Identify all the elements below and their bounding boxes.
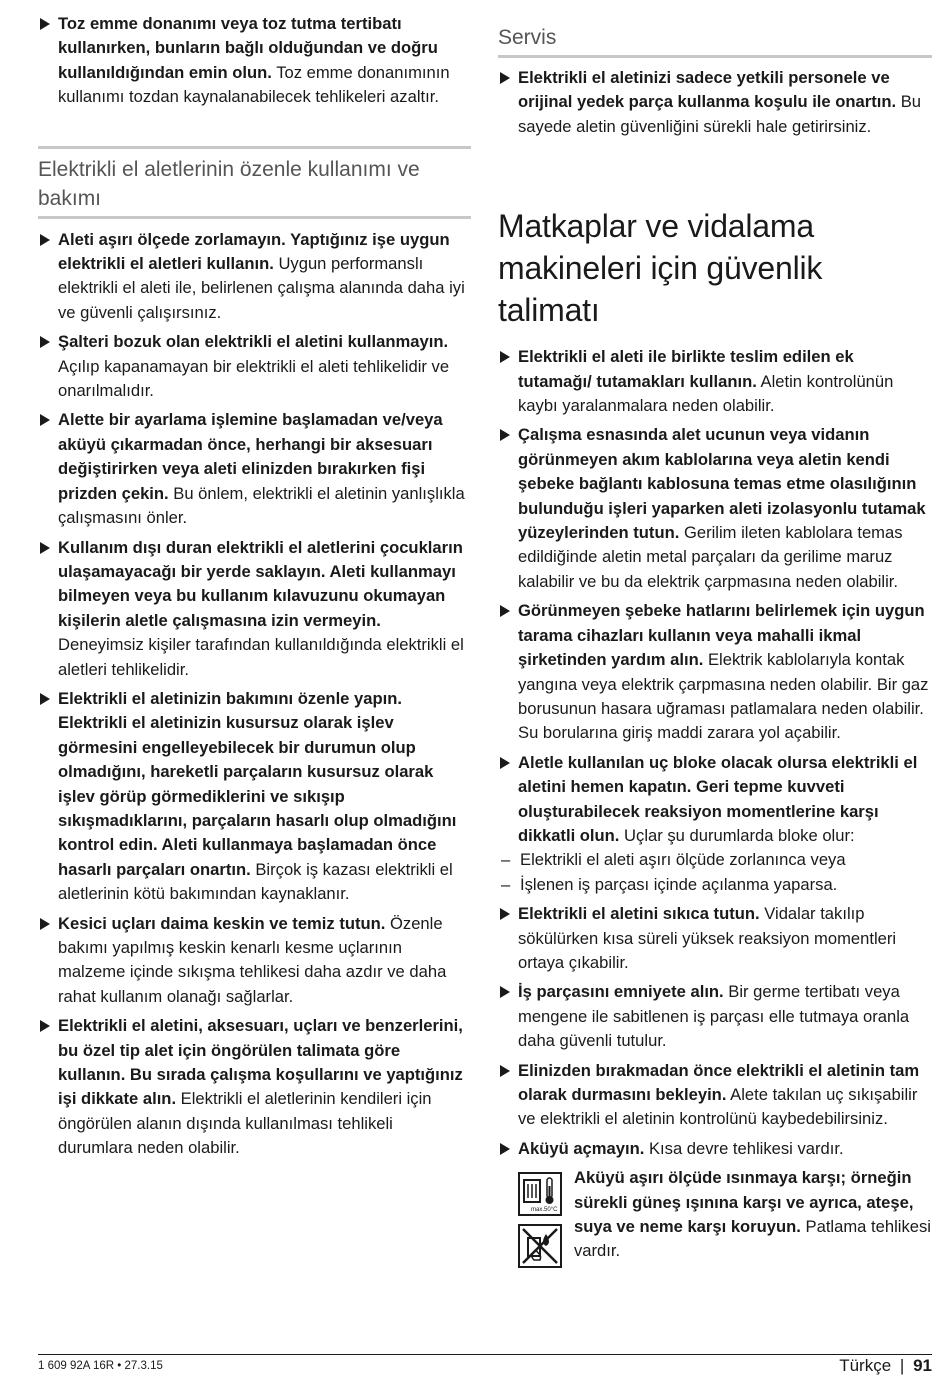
item-text: Elektrikli el aletlerinin kendileri için öngörülen alanın dışında kullanılması tehlikeli durumlara neden olabilir. — [58, 1089, 432, 1158]
bullet-triangle-icon — [500, 757, 510, 769]
bullet-triangle-icon — [500, 1065, 510, 1077]
item-text: Deneyimsiz kişiler tarafından kullanıldığında elektrikli el aletleri tehlikelidir. — [58, 635, 464, 679]
battery-warning — [518, 1166, 932, 1264]
list-item — [498, 980, 932, 1053]
item-bold: Elektrikli el aletinizin bakımını özenle yapın. Elektrikli el aletinizin kusursuz olarak işlev görmesini engelleyebilecek bir durumun olup olmadığını, hareketli parçaların kusursuz olarak işlev görüp görmediklerini ve sıkışıp sıkışmadıklarını, parçaların hasarlı olup olmadığını kontrol edin. Aleti kullanmaya başlamadan önce hasarlı parçaları onartın. — [58, 688, 457, 879]
bullet-triangle-icon — [40, 336, 50, 348]
list-item — [498, 345, 932, 418]
item-bold: İş parçasını emniyete alın. — [518, 982, 724, 1002]
list-item — [498, 902, 932, 975]
right-items-list — [498, 345, 932, 1166]
bullet-triangle-icon — [500, 605, 510, 617]
list-item — [38, 408, 471, 530]
bullet-triangle-icon — [500, 1143, 510, 1155]
item-text: Gerilim ileten kablolara temas edildiğinde aletin metal parçaları da gerilime maruz kalabilir ve bu da elektrik çarpmasına neden olabilir. — [518, 523, 903, 591]
warning-text — [574, 1166, 932, 1264]
list-item — [38, 330, 471, 403]
section-heading-care — [38, 146, 471, 219]
item-bold: Aküyü açmayın. — [518, 1138, 645, 1158]
item-bold: Şalteri bozuk olan elektrikli el aletini kullanmayın. — [58, 332, 449, 352]
item-bold: Aleti aşırı ölçede zorlamayın. Yaptığınız işe uygun elektrikli el aletleri kullanın. — [58, 229, 450, 274]
list-item — [498, 1137, 932, 1161]
bullet-triangle-icon — [40, 918, 50, 930]
bullet-triangle-icon — [40, 414, 50, 426]
list-item — [498, 599, 932, 745]
left-items-list — [38, 228, 471, 1166]
dash-text: İşlenen iş parçası içinde açılanma yaparsa. — [520, 874, 838, 894]
page-indicator — [839, 1356, 932, 1376]
no-water-fire-icon — [518, 1224, 562, 1268]
item-bold: Elektrikli el aleti ile birlikte teslim edilen ek tutamağı/ tutamakları kullanın. — [518, 347, 854, 391]
item-text: Uçlar şu durumlarda bloke olur: — [619, 825, 855, 845]
list-item — [38, 536, 471, 682]
list-item — [38, 912, 471, 1010]
item-text: Bir germe tertibatı veya mengene ile sabitlenen iş parçası elle tutmaya oranla daha güvenli tutulur. — [518, 982, 910, 1051]
right-column — [498, 20, 932, 1264]
warning-icons — [518, 1172, 564, 1276]
bullet-triangle-icon — [40, 234, 50, 246]
language-label: Türkçe — [839, 1356, 892, 1375]
item-text: Uygun performanslı elektrikli el aleti ile, belirlenen çalışma alanında daha iyi ve güvenli çalışırsınız. — [58, 254, 465, 322]
item-bold: Aletle kullanılan uç bloke olacak olursa elektrikli el aletini hemen kapatın. Geri tepme kuvveti oluşturabilecek reaksiyon momentlerine karşı dikkatli olun. — [518, 752, 918, 845]
main-title: Matkaplar ve vidalama makineleri için güvenlik talimatı — [498, 208, 823, 329]
list-item — [38, 687, 471, 907]
item-bold: Çalışma esnasında alet ucunun veya vidanın görünmeyen akım kablolarına veya aletin kendi şebeke bağlantı kablosuna temas etme olasılığının bulunduğu işleri yaparken aleti izolasyonlu tutamak yüzeylerinden tutun. — [518, 425, 926, 543]
item-text: Bu sayede aletin güvenliğini sürekli hale getirirsiniz. — [518, 92, 922, 136]
item-text: Bu önlem, elektrikli el aletinin yanlışlıkla çalışmasını önler. — [58, 483, 465, 528]
section-heading-service — [498, 20, 932, 58]
dash-text: Elektrikli el aleti aşırı ölçüde zorlanınca veya — [520, 850, 846, 870]
bullet-triangle-icon — [40, 1020, 50, 1032]
dash-mark: – — [501, 850, 511, 870]
list-item — [498, 751, 932, 849]
bullet-triangle-icon — [500, 72, 510, 84]
item-text: Özenle bakımı yapılmış keskin kenarlı kesme uçlarının malzeme içinde sıkışma tehlikesi daha azdır ve daha rahat kullanım olanağı sağlarlar. — [58, 913, 447, 1006]
item-text: Alete takılan uç sıkışabilir ve elektrikli el aletinin kontrolünü kaybedebilirsiniz. — [518, 1085, 918, 1129]
list-item — [38, 228, 471, 326]
page-number: 91 — [913, 1356, 932, 1375]
list-item — [38, 12, 471, 110]
bullet-triangle-icon — [500, 351, 510, 363]
item-bold: Kesici uçları daima keskin ve temiz tutun. — [58, 913, 386, 933]
item-bold: Toz emme donanımı veya toz tutma tertibatı kullanırken, bunların bağlı olduğundan ve doğru kullanıldığından emin olun. — [58, 14, 438, 82]
item-text: Kısa devre tehlikesi vardır. — [644, 1138, 844, 1158]
warning-bold: Aküyü aşırı ölçüde ısınmaya karşı; örneğin sürekli güneş ışınına karşı ve ayrıca, ateşe, suya ve neme karşı koruyun. — [574, 1168, 914, 1237]
list-item — [38, 1014, 471, 1160]
bullet-triangle-icon — [500, 429, 510, 441]
section-title: Elektrikli el aletlerinin özenle kullanımı ve bakımı — [38, 157, 420, 210]
item-text: Toz emme donanımının kullanımı tozdan kaynalanabilecek tehlikeleri azaltır. — [58, 62, 450, 107]
page-footer — [38, 1354, 932, 1375]
item-text: Vidalar takılıp sökülürken kısa süreli yüksek reaksiyon momentleri ortaya çıkabilir. — [518, 904, 897, 972]
item-bold: Elektrikli el aletini, aksesuarı, uçları ve benzerlerini, bu özel tip alet için öngörülen talimata göre kullanın. Bu sırada çalışma koşullarını ve yaptığınız işi dikkate alın. — [58, 1016, 463, 1109]
document-code: 1 609 92A 16R • 27.3.15 — [38, 1360, 163, 1372]
item-bold: Kullanım dışı duran elektrikli el aletlerini çocukların ulaşamayacağı bir yerde saklayın. Aleti kullanmayı bilmeyen veya bu kullanım kılavuzunu okumayan kişilerin aletle çalışmasına izin vermeyin. — [58, 537, 463, 630]
dash-mark: – — [501, 874, 511, 894]
warning-plain: Patlama tehlikesi vardır. — [574, 1217, 931, 1261]
item-text: Aletin kontrolünün kaybı yaralanmalara neden olabilir. — [518, 371, 894, 416]
item-text: Birçok iş kazası elektrikli el aletlerinin kötü bakımından kaynaklanır. — [58, 859, 453, 904]
separator: | — [899, 1356, 905, 1375]
list-item — [498, 66, 932, 139]
temp-label: max.50°C — [531, 1207, 558, 1214]
dash-item — [498, 848, 932, 872]
list-item — [498, 1059, 932, 1132]
bullet-triangle-icon — [40, 542, 50, 554]
bullet-triangle-icon — [40, 693, 50, 705]
list-item — [498, 423, 932, 594]
item-text: Açılıp kapanamayan bir elektrikli el aleti tehlikelidir ve onarılmalıdır. — [58, 356, 450, 401]
item-bold: Görünmeyen şebeke hatlarını belirlemek için uygun tarama cihazları kullanın veya mahalli ikmal şirketinden yardım alın. — [518, 601, 925, 670]
left-column — [38, 12, 471, 1166]
dash-item — [498, 873, 932, 897]
item-bold: Elektrikli el aletinizi sadece yetkili personele ve orijinal yedek parça kullanma koşulu ile onartın. — [518, 68, 897, 112]
bullet-triangle-icon — [500, 986, 510, 998]
item-bold: Alette bir ayarlama işlemine başlamadan ve/veya aküyü çıkarmadan önce, herhangi bir aksesuarı değiştirirken veya aleti elinizden bırakırken fişi prizden çekin. — [58, 410, 443, 503]
item-bold: Elinizden bırakmadan önce elektrikli el aletinin tam olarak durmasını bekleyin. — [518, 1060, 920, 1104]
item-text: Elektrik kablolarıyla kontak yangına veya elektrik çarpmasına neden olabilir. Bir gaz borusunun hasara uğraması patlamalara neden olabilir. Su borularına giriş maddi zarara yol açabilir. — [518, 650, 929, 743]
bullet-triangle-icon — [40, 18, 50, 30]
service-title: Servis — [498, 26, 557, 49]
bullet-triangle-icon — [500, 908, 510, 920]
item-bold: Elektrikli el aletini sıkıca tutun. — [518, 904, 760, 924]
thermometer-icon — [518, 1172, 562, 1216]
